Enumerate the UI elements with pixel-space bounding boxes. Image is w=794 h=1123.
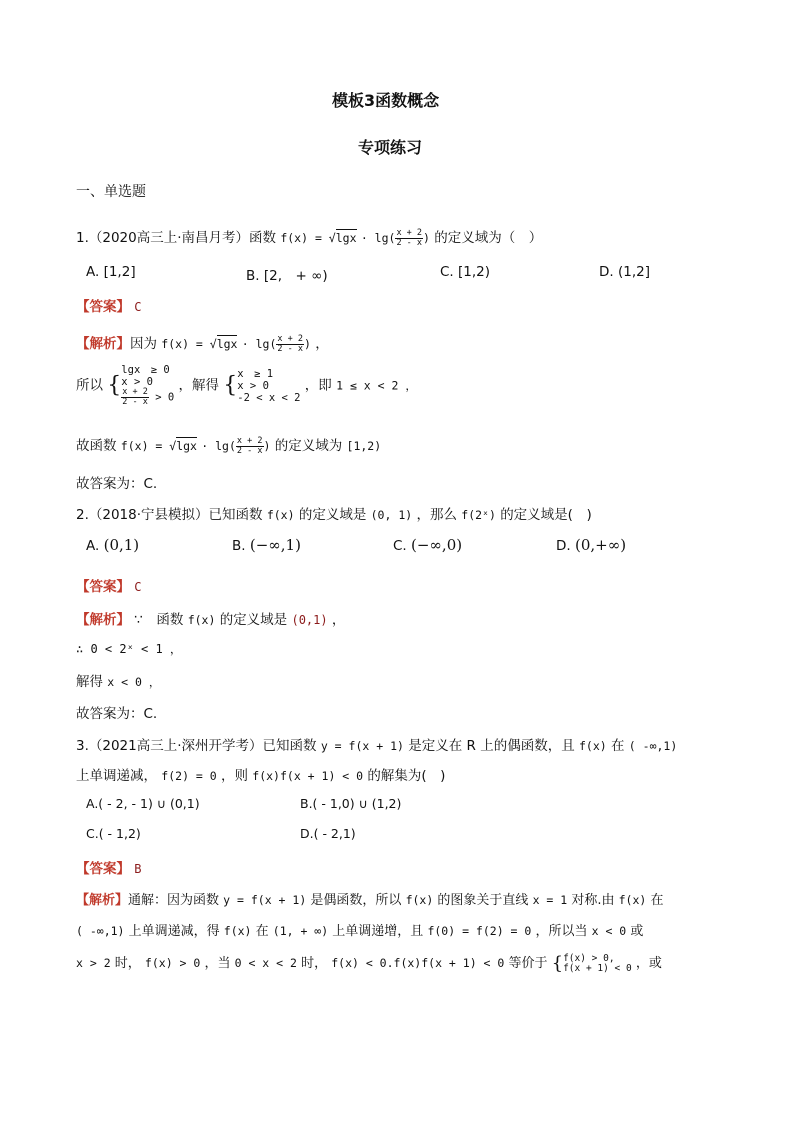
q2-option-a	[86, 536, 139, 554]
q3-option-d: D.( - 2,1)	[300, 826, 356, 841]
q2-suffix: 的定义域是( )	[500, 507, 592, 523]
q1-analysis-prefix: 因为	[130, 336, 157, 352]
q3-a2-int2: (1, + ∞)	[272, 924, 329, 938]
section-heading: 一、单选题	[76, 184, 146, 200]
q3-a1-d: 对称.由	[571, 893, 615, 908]
q3-analysis-1	[76, 889, 663, 908]
q3-a1-b: 是偶函数，所以	[310, 893, 402, 908]
q3-a2-b: 在	[255, 924, 269, 939]
q3-line2-c: 的解集为( )	[367, 768, 446, 784]
q1-a-sqrt: lgx	[216, 337, 238, 351]
q2-option-c-label: C.	[393, 538, 407, 554]
analysis-label: 【解析】	[76, 336, 130, 352]
q1-c-close: )	[263, 439, 271, 453]
q1-sqrt-arg: lgx	[335, 231, 357, 245]
q3-a3-d: 等价于	[508, 956, 548, 971]
q1-conclusion-mid: 的定义域为	[274, 438, 343, 454]
q1-conclusion: 故函数 f(x) = √lgx · lg( $\frac{x + 2}{2 - x}$ ) 的定义域为 [1,2)	[76, 435, 382, 456]
q3-a1-f: f(x)	[405, 893, 434, 907]
q2-option-b	[232, 536, 301, 554]
q2-answer	[76, 575, 142, 595]
q2-option-d-label: D.	[556, 538, 571, 554]
page-title: 模板3函数概念	[332, 91, 440, 110]
q1-answer	[76, 295, 142, 315]
q3-a2-x: x < 0	[591, 924, 627, 938]
q1-sys2-row2: x > 0	[237, 379, 269, 392]
q3-line2-b: ，则	[220, 768, 248, 784]
q2-because: ∵ 函数	[134, 612, 184, 628]
q3-a3-x: x > 2	[76, 956, 111, 970]
q3-a3-e: ，或	[635, 956, 662, 971]
q3-stem-2	[76, 764, 445, 784]
q2-option-c-value: (−∞,0)	[411, 536, 463, 554]
q3-analysis-2	[76, 920, 643, 939]
q3-a2-int: ( -∞,1)	[76, 924, 125, 938]
q2-option-a-label: A.	[86, 538, 100, 554]
q1-c-sqrt: lgx	[176, 439, 197, 453]
answer-label: 【答案】	[76, 299, 130, 315]
answer-label: 【答案】	[76, 579, 130, 595]
q3-a3-r: 0 < x < 2	[234, 956, 297, 970]
q2-step1: ∴ 0 < 2ˣ < 1 ，	[76, 642, 182, 656]
q3-a3-sys-row2: f(x + 1) < 0	[563, 962, 632, 974]
q3-a3-a: 时，	[114, 956, 141, 971]
q2-answer-value: C	[134, 580, 142, 594]
q3-a2-d: ，所以当	[535, 924, 588, 939]
q3-option-b: B.( - 1,0) ∪ (1,2)	[300, 796, 402, 811]
q1-option-b: B. [2, + ∞)	[246, 268, 328, 284]
q1-frac-num: x + 2	[396, 227, 423, 238]
q1-c-den: 2 - x	[236, 445, 263, 456]
q1-then: ，即	[304, 377, 332, 394]
q3-eq: y = f(x + 1)	[320, 739, 404, 753]
q1-lg: · lg(	[360, 231, 396, 245]
q1-a-func: f(x) =	[161, 337, 210, 351]
q3-in: 在	[611, 738, 625, 754]
q2-option-d-value: (0,+∞)	[574, 536, 627, 554]
q3-a1: 通解：因为函数	[128, 893, 220, 908]
q1-option-a: A. [1,2]	[86, 264, 136, 280]
q2-analysis-1: 【解析】 ∵ 函数 f(x) 的定义域是 (0,1) ，	[76, 612, 346, 628]
q1-solve: ，解得	[178, 377, 219, 394]
q2-stem	[76, 503, 592, 523]
q1-a-den: 2 - x	[277, 343, 303, 354]
q1-sys1-den: 2 - x	[122, 397, 148, 407]
page-subtitle: 专项练习	[358, 138, 423, 157]
q3-ineq: f(x)f(x + 1) < 0	[252, 769, 364, 783]
q1-suffix: 的定义域为（ ）	[434, 230, 543, 246]
answer-label: 【答案】	[76, 861, 130, 877]
q3-a3-b: ，当	[204, 956, 231, 971]
q1-so: 所以	[76, 377, 103, 394]
q3-prefix: 3.（2021高三上·深州开学考）已知函数	[76, 738, 317, 754]
q1-stem: 1.（2020高三上·南昌月考）函数 f(x) = √lgx · lg( $\frac{x + 2}{2 - x}$ ) 的定义域为（ ）	[76, 227, 543, 248]
q2-solve: 解得	[76, 674, 103, 690]
q3-option-c: C.( - 1,2)	[86, 826, 141, 841]
q1-close: )	[423, 231, 430, 245]
q1-conclusion-prefix: 故函数	[76, 438, 117, 454]
q3-a2-a: 上单调递减，得	[128, 924, 220, 939]
q1-option-c: C. [1,2)	[440, 264, 491, 280]
q2-f2: f(2ˣ)	[461, 508, 496, 522]
q2-prefix: 2.（2018·宁县模拟）已知函数	[76, 507, 263, 523]
q1-a-num: x + 2	[277, 333, 303, 344]
q3-mid1: 是定义在	[408, 738, 463, 754]
q3-a2-eq: f(0) = f(2) = 0	[427, 924, 532, 938]
q2-option-d	[556, 536, 626, 554]
q1-sys1-row1: lgx ≥ 0	[121, 364, 170, 376]
q3-analysis-3: x > 2 时， f(x) > 0 ，当 0 < x < 2 时， f(x) < 0.f(x)f(x + 1) < 0 等价于 { f(x) > 0, f(x + 1) < 0 ，或	[76, 952, 662, 974]
q3-a1-e: 在	[650, 893, 664, 908]
q2-f: f(x)	[266, 508, 295, 522]
q1-final: 故答案为：C.	[76, 476, 158, 492]
q1-c-func: f(x) =	[120, 439, 170, 453]
q1-sys1-num: x + 2	[122, 387, 148, 397]
q3-option-a: A.( - 2, - 1) ∪ (0,1)	[86, 796, 200, 811]
q1-sys1-row3: > 0	[155, 391, 175, 404]
q1-func-lhs: f(x) =	[280, 231, 329, 245]
q1-analysis-2: 所以 { lgx ≥ 0 x > 0 $\frac{x + 2}{2 - x}$ > 0 ，解得 { x ≥ 1 x > 0 -2 < x < 2 ，即 1 ≤ x < 2 ，	[76, 364, 417, 407]
q3-a2-e: 或	[630, 924, 644, 939]
q2-mid1: 的定义域是	[298, 507, 367, 523]
q1-answer-value: C	[134, 300, 142, 314]
q2-dom-text: 的定义域是	[219, 612, 288, 628]
q3-f: f(x)	[579, 739, 607, 753]
q2-mid2: ，那么	[416, 507, 457, 523]
q3-a1-f2: f(x)	[618, 893, 647, 907]
analysis-label: 【解析】	[76, 893, 129, 908]
q3-answer	[76, 857, 142, 877]
q1-c-num: x + 2	[236, 435, 263, 446]
q1-prefix: 1.（2020高三上·南昌月考）函数	[76, 230, 277, 246]
q3-mid2: 上的偶函数，且	[480, 738, 575, 754]
q3-line2-a: 上单调递减，	[76, 768, 157, 784]
q1-frac-den: 2 - x	[396, 237, 423, 248]
q2-solve-line	[76, 670, 160, 690]
q3-a2-c: 上单调递增，且	[332, 924, 424, 939]
q1-sys2-row1: x ≥ 1	[237, 367, 274, 380]
q3-a3-f2: f(x) < 0.f(x)f(x + 1) < 0	[331, 956, 505, 970]
q3-f2: f(2) = 0	[161, 769, 217, 783]
q1-a-tail: ，	[315, 336, 329, 352]
q2-option-c	[393, 536, 462, 554]
q3-stem-1	[76, 734, 677, 754]
q1-conclusion-range: [1,2)	[346, 439, 382, 453]
q3-a1-eq: y = f(x + 1)	[223, 893, 307, 907]
q2-a-f: f(x)	[187, 613, 216, 627]
q3-a1-x: x = 1	[532, 893, 568, 907]
q2-dom2: (0,1)	[291, 613, 328, 627]
q2-option-b-value: (−∞,1)	[249, 536, 301, 554]
q3-a1-c: 的图象关于直线	[437, 893, 529, 908]
q3-a3-c: 时，	[301, 956, 328, 971]
q3-interval: ( -∞,1)	[628, 739, 678, 753]
q3-a3-f: f(x) > 0	[144, 956, 201, 970]
q1-sys2-row3: -2 < x < 2	[237, 391, 301, 404]
q1-range: 1 ≤ x < 2 ，	[336, 378, 417, 393]
q2-result: x < 0 ，	[107, 675, 161, 689]
q3-a2-f: f(x)	[223, 924, 252, 938]
q3-answer-value: B	[134, 862, 142, 876]
q2-option-b-label: B.	[232, 538, 246, 554]
q1-a-close: )	[304, 337, 311, 351]
q2-final: 故答案为：C.	[76, 706, 158, 722]
q3-a3-sys-row1: f(x) > 0,	[563, 952, 615, 964]
q1-c-lg: · lg(	[201, 439, 236, 453]
q2-option-a-value: (0,1)	[103, 536, 140, 554]
q3-r: R	[466, 738, 476, 754]
q1-sys1-row2: x > 0	[121, 376, 153, 388]
q1-analysis-1: 【解析】因为 f(x) = √lgx · lg( $\frac{x + 2}{2 - x}$ ) ，	[76, 333, 329, 354]
q1-option-d: D. (1,2]	[599, 264, 650, 280]
q1-a-lg: · lg(	[241, 337, 277, 351]
analysis-label: 【解析】	[76, 612, 130, 628]
q2-dom: (0, 1)	[370, 508, 413, 522]
